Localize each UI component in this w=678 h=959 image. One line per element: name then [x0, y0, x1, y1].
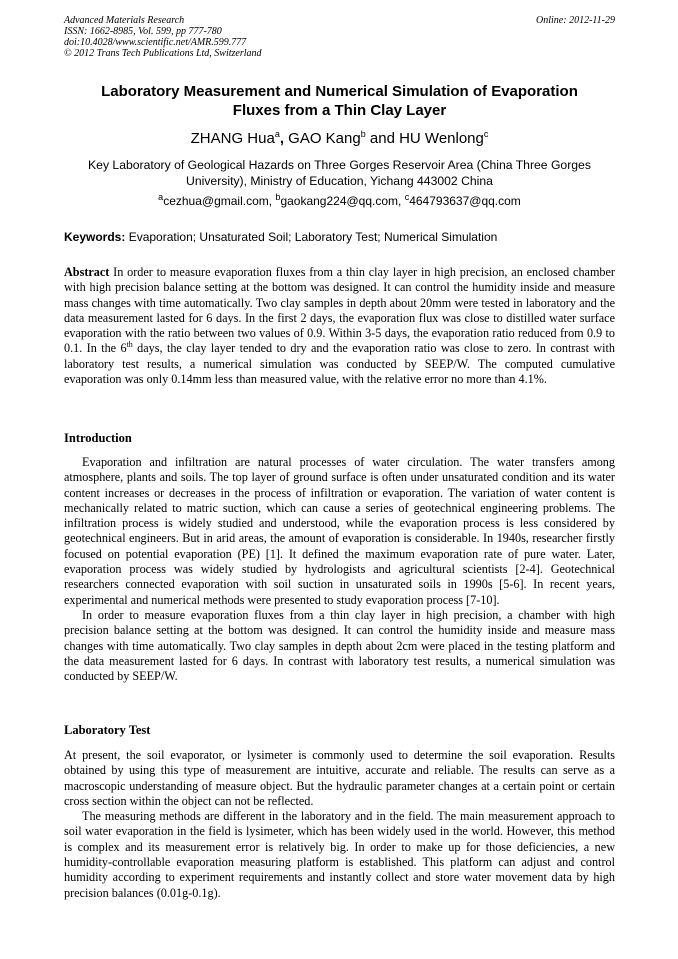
email-a-sup: a: [158, 192, 164, 202]
keywords-text: Evaporation; Unsaturated Soil; Laboratory Test; Numerical Simulation: [125, 230, 498, 244]
email-c: 464793637@qq.com: [409, 194, 521, 208]
section-heading-laboratory-test: Laboratory Test: [64, 723, 151, 737]
abstract-text-1: In order to measure evaporation fluxes from a thin clay layer in high precision, an enclosed chamber with high precision balance setting at the bottom was designed. It can control the humidity inside and measure mass changes with time automatically. Two clay samples in depth about 20mm were tested in laboratory and the data measurement lasted for 6 days. In the first 2 days, the evaporation flux was close to distilled water surface evaporation with the ratio between two values of 0.9. Within 3-5 days, the evaporation ratio reduced from 0.9 to 0.1. In the 6: [64, 265, 615, 356]
paper-title: [64, 82, 615, 120]
introduction-section: [64, 455, 615, 684]
author-3: and HU Wenlong: [369, 130, 484, 147]
author-2: GAO Kang: [284, 130, 361, 147]
laboratory-test-section: [64, 748, 615, 901]
abstract-paragraph: [64, 265, 615, 387]
journal-header: [64, 15, 615, 59]
copyright-line: © 2012 Trans Tech Publications Ltd, Switzerland: [64, 48, 262, 59]
section-heading-introduction: Introduction: [64, 431, 132, 445]
author-1: ZHANG Hua: [190, 130, 275, 147]
introduction-paragraph-2: In order to measure evaporation fluxes from a thin clay layer in high precision, a chamber with high precision balance setting at the bottom was designed. It can control the humidity inside and measure mass changes with time automatically. Two clay samples in depth about 2cm were placed in the testing platform and the data measurement lasted for 6 days. In contrast with laboratory test results, a numerical simulation was conducted by SEEP/W.: [64, 607, 615, 684]
journal-name: Advanced Materials Research: [64, 15, 185, 26]
abstract-text-2: days, the clay layer tended to dry and the evaporation ratio was close to zero. In contrast with laboratory test results, a numerical simulation was conducted by SEEP/W. The computed cumulative evaporation was only 0.14mm less than measured value, with the relative error no more than 4.1%.: [64, 341, 615, 387]
email-a: cezhua@gmail.com,: [163, 194, 276, 208]
title-line-2: Fluxes from a Thin Clay Layer: [232, 102, 447, 119]
doi-line: doi:10.4028/www.scientific.net/AMR.599.777: [64, 37, 247, 48]
keywords-label: Keywords:: [64, 230, 126, 244]
affiliation-line-2: University), Ministry of Education, Yichang 443002 China: [186, 174, 493, 188]
affiliation-line-1: Key Laboratory of Geological Hazards on Three Gorges Reservoir Area (China Three Gorges: [88, 158, 591, 172]
abstract: [64, 265, 615, 387]
author-separator: ,: [279, 130, 284, 147]
affiliation: [70, 157, 609, 189]
email-b-sup: b: [275, 192, 281, 202]
issn-line: ISSN: 1662-8985, Vol. 599, pp 777-780: [64, 26, 222, 37]
title-line-1: Laboratory Measurement and Numerical Simulation of Evaporation: [101, 83, 578, 100]
email-c-sup: c: [404, 192, 410, 202]
abstract-label: Abstract: [64, 265, 110, 279]
author-3-sup: c: [483, 129, 489, 139]
author-2-sup: b: [360, 129, 366, 139]
laboratory-paragraph-2: The measuring methods are different in the laboratory and in the field. The main measurement approach to soil water evaporation in the field is lysimeter, which has been widely used in the world. However, this method is complex and its measurement error is relatively big. In order to make up for those deficiencies, a new humidity-controllable evaporation measuring platform is established. This platform can adjust and control humidity according to experiment requirements and instantly collect and store water movement data by high precision balances (0.01g-0.1g).: [64, 809, 615, 900]
online-date: Online: 2012-11-29: [536, 15, 615, 26]
abstract-ordinal-sup: th: [126, 340, 133, 350]
email-b: gaokang224@qq.com,: [280, 194, 405, 208]
author-list: [64, 129, 615, 148]
introduction-paragraph-1: Evaporation and infiltration are natural processes of water circulation. The water transfers among atmosphere, plants and soils. The top layer of ground surface is often under unsaturated condition and its water content increases or decreases in the process of infiltration or evaporation. The variation of water content is mechanically related to matric suction, which can cause a series of geotechnical engineering problems. The infiltration process is widely studied and understood, while the evaporation process is less considered by geotechnical engineers. But in arid areas, the amount of evaporation is considerable. In 1940s, researcher firstly focused on potential evaporation (PE) [1]. It defined the maximum evaporation rate of pure water. Later, evaporation process was widely studied by hydrologists and agricultural scientists [2-4]. Geotechnical researchers connected evaporation with soil suction in unsaturated soils in 1990s [5-6]. In recent years, experimental and numerical methods were presented to study evaporation process [7-10].: [64, 455, 615, 607]
keywords: [64, 229, 624, 245]
author-1-sup: a: [274, 129, 280, 139]
author-emails: [64, 193, 615, 209]
laboratory-paragraph-1: At present, the soil evaporator, or lysimeter is commonly used to determine the soil evaporation. Results obtained by using this type of measurement are intuitive, accurate and reliable. The results can serve as a macroscopic understanding of measure object. But the hydraulic parameter changes at a certain point or certain cross section within the object can not be reflected.: [64, 748, 615, 808]
